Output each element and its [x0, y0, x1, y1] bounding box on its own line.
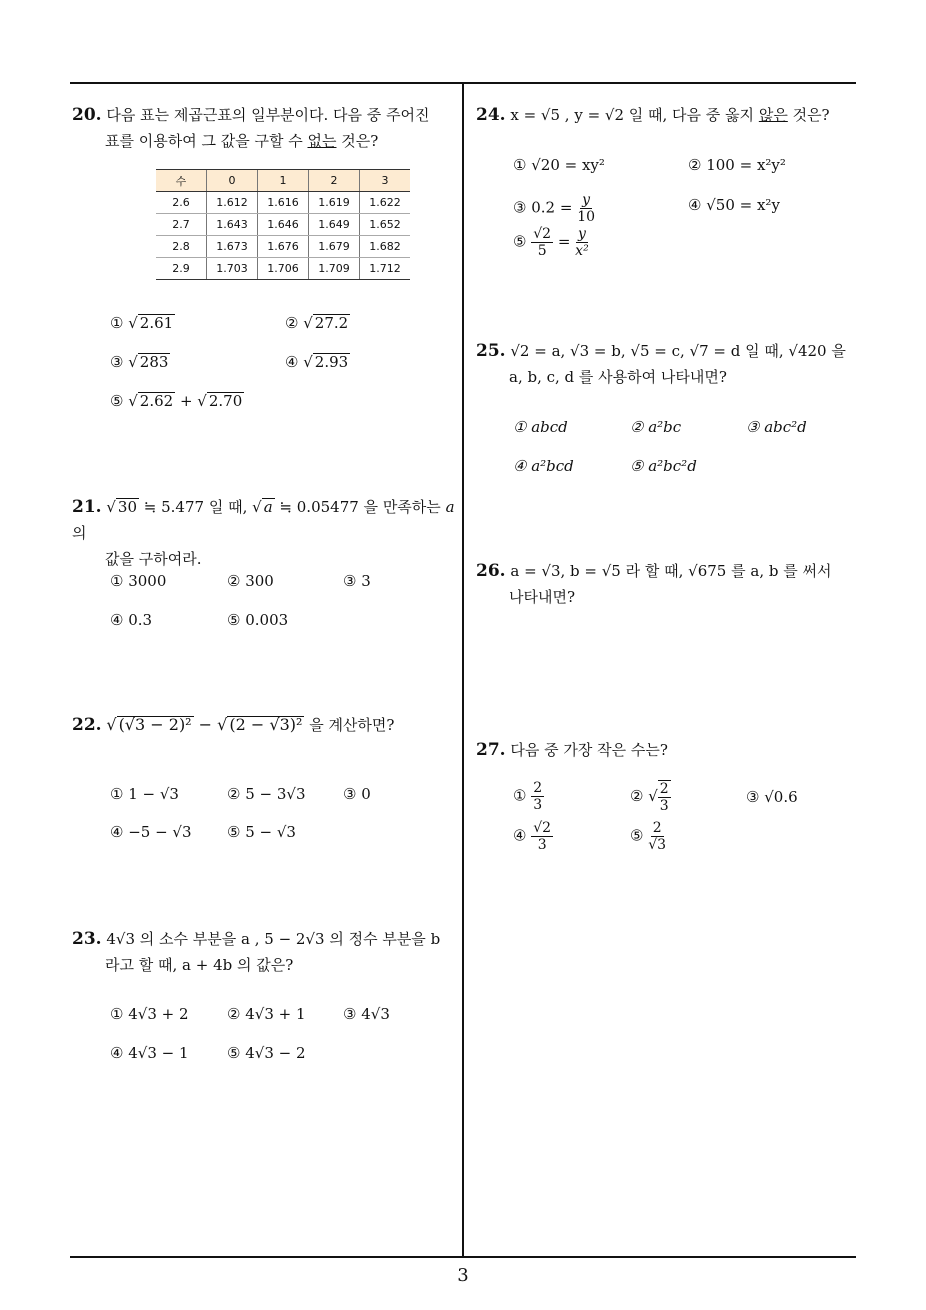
- table-cell: 1.612: [207, 192, 258, 214]
- question-text: 다음 중 가장 작은 수는?: [510, 741, 668, 759]
- choice-5[interactable]: ⑤ 4√3 − 2: [227, 1044, 306, 1062]
- question-text: a, b, c, d 를 사용하여 나타내면?: [509, 368, 727, 386]
- choice-4[interactable]: ④ 4√3 − 1: [110, 1044, 189, 1062]
- q27-choices: [513, 780, 843, 870]
- question-number: 25.: [476, 341, 506, 361]
- choice-5[interactable]: ⑤ a²bc²d: [630, 457, 697, 475]
- choice-5[interactable]: ⑤ $\frac{√2}{5}$ = $\frac{y}{\text{x²}}$: [513, 226, 589, 259]
- choice-2[interactable]: ② 300: [227, 572, 274, 590]
- question-text: 라고 할 때, a + 4b 의 값은?: [105, 956, 294, 974]
- table-cell: 2.9: [156, 258, 207, 280]
- table-cell: 1.643: [207, 214, 258, 236]
- choice-2[interactable]: ② a²bc: [630, 418, 682, 436]
- choice-5[interactable]: ⑤ √ 2.62 + √ 2.70: [110, 392, 243, 410]
- choice-2[interactable]: ② 4√3 + 1: [227, 1005, 306, 1023]
- choice-1[interactable]: ① 1 − √3: [110, 785, 179, 803]
- choice-4[interactable]: ④ $\frac{√2}{3}$: [513, 820, 552, 853]
- question-27: [476, 737, 856, 763]
- question-text: √2 = a, √3 = b, √5 = c, √7 = d 일 때, √420 을: [510, 342, 846, 360]
- question-text: 것은?: [787, 106, 830, 124]
- table-row: [156, 192, 410, 214]
- table-cell: 1.712: [360, 258, 411, 280]
- choice-4[interactable]: ④ √50 = x²y: [688, 196, 780, 214]
- question-text: 을 계산하면?: [309, 716, 395, 734]
- question-text-emphasis: 않은: [758, 106, 788, 124]
- question-number: 22.: [72, 715, 102, 735]
- question-number: 27.: [476, 740, 506, 760]
- choice-5[interactable]: ⑤ 5 − √3: [227, 823, 296, 841]
- question-22: [72, 712, 457, 738]
- question-number: 20.: [72, 105, 102, 125]
- question-text: 값을 구하여라.: [105, 550, 202, 568]
- q20-choices: [110, 314, 450, 414]
- question-26: [476, 558, 856, 610]
- choice-3[interactable]: ③ √0.6: [746, 788, 798, 806]
- table-cell: 1.619: [309, 192, 360, 214]
- table-header-cell: 0: [207, 170, 258, 192]
- choice-5[interactable]: ⑤ 0.003: [227, 611, 289, 629]
- question-number: 26.: [476, 561, 506, 581]
- choice-4[interactable]: ④ −5 − √3: [110, 823, 192, 841]
- question-21: 21. √ 30 ≒ 5.477 일 때, √ a ≒ 0.05477 을 만족하는 a 의 값을 구하여라.: [72, 497, 455, 568]
- table-cell: 1.616: [258, 192, 309, 214]
- question-number: 24.: [476, 105, 506, 125]
- question-text: 것은?: [336, 132, 379, 150]
- table-cell: 2.6: [156, 192, 207, 214]
- q22-choices: [110, 785, 450, 845]
- choice-4[interactable]: ④ a²bcd: [513, 457, 574, 475]
- table-row: [156, 214, 410, 236]
- q25-choices: [513, 418, 843, 478]
- q23-choices: [110, 1005, 450, 1065]
- choice-1[interactable]: ① √ 2.61: [110, 314, 174, 332]
- q24-choices: [513, 156, 843, 266]
- question-text: 4√3 의 소수 부분을 a , 5 − 2√3 의 정수 부분을 b: [106, 930, 441, 948]
- question-text-emphasis: 없는: [307, 132, 337, 150]
- choice-4[interactable]: ④ 0.3: [110, 611, 153, 629]
- question-text: a = √3, b = √5 라 할 때, √675 를 a, b 를 써서: [510, 562, 832, 580]
- question-text: 다음 표는 제곱근표의 일부분이다. 다음 중 주어진: [106, 106, 430, 124]
- table-header-cell: 1: [258, 170, 309, 192]
- choice-3[interactable]: ③ abc²d: [746, 418, 807, 436]
- expression: √ (√3 − 2)² − √ (2 − √3)²: [106, 715, 303, 734]
- choice-3[interactable]: ③ √ 283: [110, 353, 169, 371]
- choice-1[interactable]: ① √20 = xy²: [513, 156, 605, 174]
- choice-3[interactable]: ③ 0.2 = $\frac{y}{10}$: [513, 192, 596, 225]
- table-header-cell: 수: [156, 170, 207, 192]
- question-text: x = √5 , y = √2 일 때, 다음 중 옳지: [510, 106, 759, 124]
- choice-1[interactable]: ① 4√3 + 2: [110, 1005, 189, 1023]
- table-cell: 1.676: [258, 236, 309, 258]
- choice-5[interactable]: ⑤ $\frac{2}{√3}$: [630, 820, 667, 853]
- choice-1[interactable]: ① abcd: [513, 418, 568, 436]
- table-cell: 1.709: [309, 258, 360, 280]
- table-cell: 1.706: [258, 258, 309, 280]
- table-cell: 1.646: [258, 214, 309, 236]
- choice-1[interactable]: ① $\frac{2}{3}$: [513, 780, 543, 813]
- choice-2[interactable]: ② √ $\frac{2}{3}$: [630, 781, 669, 814]
- choice-3[interactable]: ③ 3: [343, 572, 371, 590]
- table-cell: 1.703: [207, 258, 258, 280]
- question-text: 표를 이용하여 그 값을 구할 수: [105, 132, 308, 150]
- table-cell: 1.679: [309, 236, 360, 258]
- table-cell: 1.682: [360, 236, 411, 258]
- question-number: 21.: [72, 497, 102, 517]
- table-header-cell: 2: [309, 170, 360, 192]
- choice-3[interactable]: ③ 4√3: [343, 1005, 390, 1023]
- q21-choices: [110, 572, 450, 632]
- table-cell: 1.673: [207, 236, 258, 258]
- choice-2[interactable]: ② 5 − 3√3: [227, 785, 306, 803]
- table-cell: 1.652: [360, 214, 411, 236]
- column-divider: [462, 82, 464, 1258]
- table-row: [156, 258, 410, 280]
- choice-1[interactable]: ① 3000: [110, 572, 167, 590]
- question-text: 나타내면?: [509, 588, 576, 606]
- page-number: 3: [457, 1265, 469, 1286]
- table-header-cell: 3: [360, 170, 411, 192]
- choice-4[interactable]: ④ √ 2.93: [285, 353, 349, 371]
- choice-2[interactable]: ② 100 = x²y²: [688, 156, 786, 174]
- question-25: [476, 338, 856, 390]
- table-cell: 2.7: [156, 214, 207, 236]
- choice-2[interactable]: ② √ 27.2: [285, 314, 349, 332]
- bottom-rule: [70, 1256, 856, 1258]
- question-24: [476, 102, 856, 128]
- question-20: [72, 102, 452, 154]
- table-row: [156, 236, 410, 258]
- table-cell: 2.8: [156, 236, 207, 258]
- question-23: [72, 926, 457, 978]
- choice-3[interactable]: ③ 0: [343, 785, 371, 803]
- square-root-table: [156, 169, 410, 280]
- table-cell: 1.649: [309, 214, 360, 236]
- table-cell: 1.622: [360, 192, 411, 214]
- question-number: 23.: [72, 929, 102, 949]
